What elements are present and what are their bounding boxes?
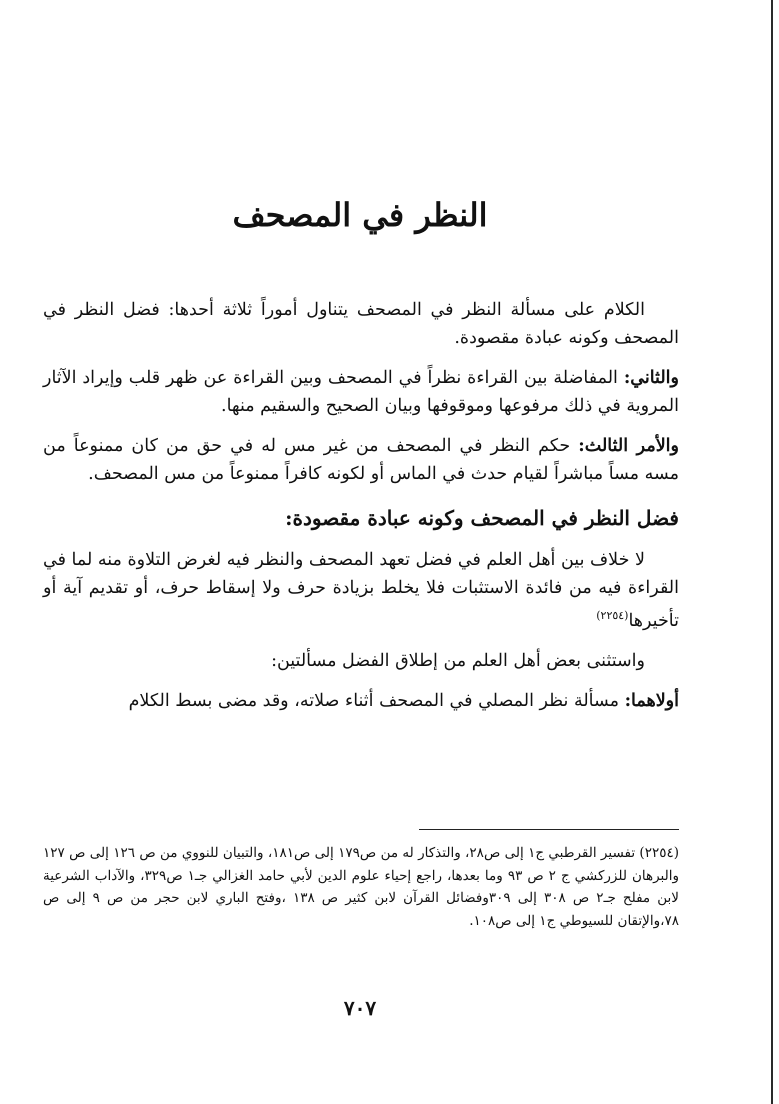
paragraph-second-lead: والثاني: (623, 368, 679, 388)
paragraph-third-text: حكم النظر في المصحف من غير مس له في حق من كان ممنوعاً من مسه مساً مباشراً لقيام حدث في الماس أو لكونه كافراً ممنوعاً من مس المصحف. (43, 436, 679, 484)
footnotes (43, 842, 679, 932)
footnote-divider (419, 829, 679, 830)
paragraph-intro-text: الكلام على مسألة النظر في المصحف يتناول أموراً ثلاثة أحدها: فضل النظر في المصحف وكونه عبادة مقصودة. (43, 300, 679, 348)
body-text (43, 296, 679, 727)
paragraph-intro (43, 296, 679, 352)
footnote-item: (٢٢٥٤) تفسير القرطبي ج١ إلى ص٢٨، والتذكار له من ص١٧٩ إلى ص١٨١، والتبيان للنووي من ص ١٢٦ إلى ص ١٢٧ والبرهان للزركشي ج ٢ ص ٩٣ وما بعدها، راجع إحياء علوم الدين لأبي حامد الغزالي جـ١ ص٣٢٩، والآداب الشرعية لابن مفلح جـ٢ ص ٣٠٨ إلى ٣٠٩وفضائل القرآن لابن كثير ص ١٣٨ ،وفتح الباري لابن حجر من ص ٩ إلى ص ٧٨،والإتقان للسيوطي ج١ إلى ص١٠٨. (43, 845, 679, 929)
paragraph-fourth-text: لا خلاف بين أهل العلم في فضل تعهد المصحف والنظر فيه لغرض التلاوة منه لما في القراءة فيه من فائدة الاستثبات فلا يخلط بزيادة حرف ولا إسقاط حرف، أو تقديم آية أو تأخيرها (43, 550, 679, 631)
paragraph-fifth-text: واستثنى بعض أهل العلم من إطلاق الفضل مسألتين: (271, 650, 645, 671)
paragraph-sixth (43, 687, 679, 715)
page-edge-shadow (771, 0, 773, 1104)
page-number: ٧٠٧ (343, 996, 377, 1020)
paragraph-second (43, 364, 679, 420)
page-title: النظر في المصحف (232, 196, 488, 234)
section-heading: فضل النظر في المصحف وكونه عبادة مقصودة: (285, 506, 679, 530)
paragraph-fourth (43, 546, 679, 635)
paragraph-sixth-lead: أولاهما: (624, 690, 679, 711)
footnote-reference: (٢٢٥٤) (596, 609, 629, 622)
paragraph-third (43, 432, 679, 488)
paragraph-fifth (43, 647, 679, 675)
paragraph-second-text: المفاضلة بين القراءة نظراً في المصحف وبين القراءة عن ظهر قلب وإيراد الآثار المروية في ذلك مرفوعها وموقوفها وبيان الصحيح والسقيم منها. (43, 368, 679, 416)
paragraph-third-lead: والأمر الثالث: (578, 436, 679, 456)
paragraph-sixth-text: مسألة نظر المصلي في المصحف أثناء صلاته، وقد مضى بسط الكلام (128, 690, 619, 711)
